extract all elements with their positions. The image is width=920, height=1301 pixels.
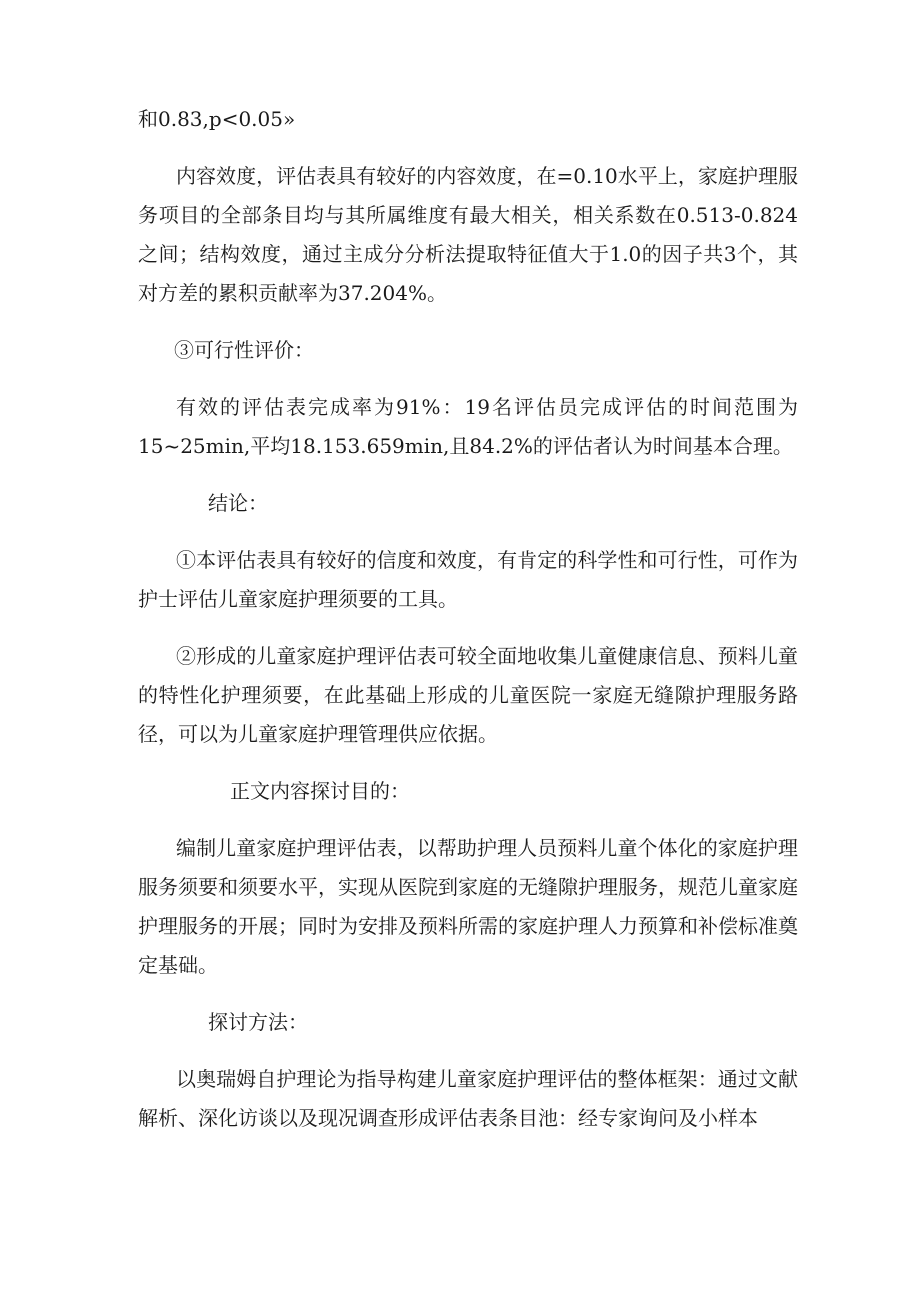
heading-feasibility: ③可行性评价： xyxy=(174,338,314,362)
paragraph-correlation-tail: 和0.83,p<0.05» xyxy=(138,107,296,131)
paragraph-content-validity: 内容效度，评估表具有较好的内容效度，在=0.10水平上，家庭护理服务项目的全部条目均与其所属维度有最大相关，相关系数在0.513-0.824之间；结构效度，通过主成分分析法提取特征值大于1.0的因子共3个，其对方差的累积贡献率为37.204%。 xyxy=(138,164,798,305)
document-body xyxy=(138,100,798,1138)
paragraph-conclusion-2: ②形成的儿童家庭护理评估表可较全面地收集儿童健康信息、预料儿童的特性化护理须要，在此基础上形成的儿童医院一家庭无缝隙护理服务路径，可以为儿童家庭护理管理供应依据。 xyxy=(138,644,798,746)
paragraph-purpose: 编制儿童家庭护理评估表，以帮助护理人员预料儿童个体化的家庭护理服务须要和须要水平，实现从医院到家庭的无缝隙护理服务，规范儿童家庭护理服务的开展；同时为安排及预料所需的家庭护理人力预算和补偿标准奠定基础。 xyxy=(138,836,798,977)
paragraph-method: 以奥瑞姆自护理论为指导构建儿童家庭护理评估的整体框架：通过文献解析、深化访谈以及现况调查形成评估表条目池：经专家询问及小样本 xyxy=(138,1067,798,1130)
paragraph-feasibility: 有效的评估表完成率为91%：19名评估员完成评估的时间范围为15~25min,平均18.153.659min,且84.2%的评估者认为时间基本合理。 xyxy=(138,395,798,458)
paragraph-conclusion-1: ①本评估表具有较好的信度和效度，有肯定的科学性和可行性，可作为护士评估儿童家庭护理须要的工具。 xyxy=(138,548,798,611)
heading-method: 探讨方法： xyxy=(208,1010,308,1034)
heading-conclusion: 结论： xyxy=(208,491,268,515)
heading-purpose: 正文内容探讨目的： xyxy=(230,779,410,803)
